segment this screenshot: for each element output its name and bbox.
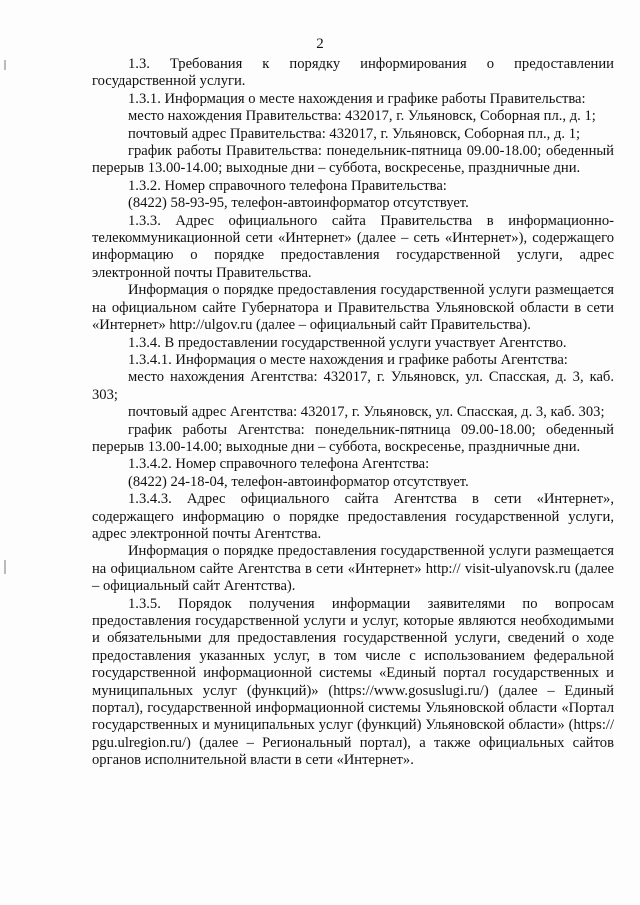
scan-edge-mark (4, 560, 6, 574)
paragraph: почтовый адрес Агентства: 432017, г. Ульяновск, ул. Спасская, д. 3, каб. 303; (128, 404, 605, 421)
paragraph: 1.3.4.3. Адрес официального сайта Агентства в сети «Интернет», содержащего информацию о порядке предоставления государственной услуги, адрес электронной почты Агентства. (92, 491, 614, 542)
paragraph: (8422) 24-18-04, телефон-автоинформатор отсутствует. (128, 473, 469, 490)
paragraph: 1.3.5. Порядок получения информации заявителями по вопросам предоставления государственной услуги и услуг, которые являются необходимыми и обязательными для предоставления государственной услуги, сведений о ходе предоставления указанных услуг, в том числе с использованием федеральной государственной информационной системы «Единый портал государственных и муниципальных услуг (функций)» (https://www.gosuslugi.ru/) (далее – Единый портал), государственной информационной системы Ульяновской области «Портал государственных и муниципальных услуг (функций) Ульяновской области» (https:// pgu.ulregion.ru/) (далее – Региональный портал), а также официальных сайтов органов исполнительной власти в сети «Интернет». (92, 595, 614, 769)
paragraph: график работы Правительства: понедельник-пятница 09.00-18.00; обеденный перерыв 13.00-14.00; выходные дни – суббота, воскресенье, праздничные дни. (92, 143, 614, 177)
paragraph: 1.3.4.2. Номер справочного телефона Агентства: (128, 456, 430, 473)
paragraph: 1.3.3. Адрес официального сайта Правительства в информационно-телекоммуникационной сети «Интернет» (далее – сеть «Интернет»), содержащего информацию о порядке предоставления государственной услуги, адрес электронной почты Правительства. (92, 212, 614, 281)
paragraph: график работы Агентства: понедельник-пятница 09.00-18.00; обеденный перерыв 13.00-14.00; выходные дни – суббота, воскресенье, праздничные дни. (92, 421, 614, 455)
paragraph: место нахождения Агентства: 432017, г. Ульяновск, ул. Спасская, д. 3, каб. 303; (92, 369, 614, 403)
document-body (92, 56, 614, 770)
paragraph: Информация о порядке предоставления государственной услуги размещается на официальном сайте Агентства в сети «Интернет» http:// visit-ulyanovsk.ru (далее – официальный сайт Агентства). (92, 543, 614, 595)
paragraph: (8422) 58-93-95, телефон-автоинформатор отсутствует. (128, 195, 469, 212)
paragraph: 1.3. Требования к порядку информирования о предоставлении государственной услуги. (92, 56, 614, 90)
paragraph: почтовый адрес Правительства: 432017, г. Ульяновск, Соборная пл., д. 1; (128, 125, 581, 142)
paragraph: 1.3.4.1. Информация о месте нахождения и графике работы Агентства: (128, 351, 568, 368)
paragraph: 1.3.4. В предоставлении государственной услуги участвует Агентство. (128, 334, 567, 351)
paragraph: Информация о порядке предоставления государственной услуги размещается на официальном сайте Губернатора и Правительства Ульяновской области в сети «Интернет» http://ulgov.ru (далее – официальный сайт Правительства). (92, 282, 614, 334)
paragraph: место нахождения Правительства: 432017, г. Ульяновск, Соборная пл., д. 1; (128, 108, 596, 125)
paragraph: 1.3.1. Информация о месте нахождения и графике работы Правительства: (128, 90, 586, 107)
scan-edge-mark (4, 60, 6, 70)
paragraph: 1.3.2. Номер справочного телефона Правительства: (128, 177, 447, 194)
page-number: 2 (316, 36, 324, 52)
